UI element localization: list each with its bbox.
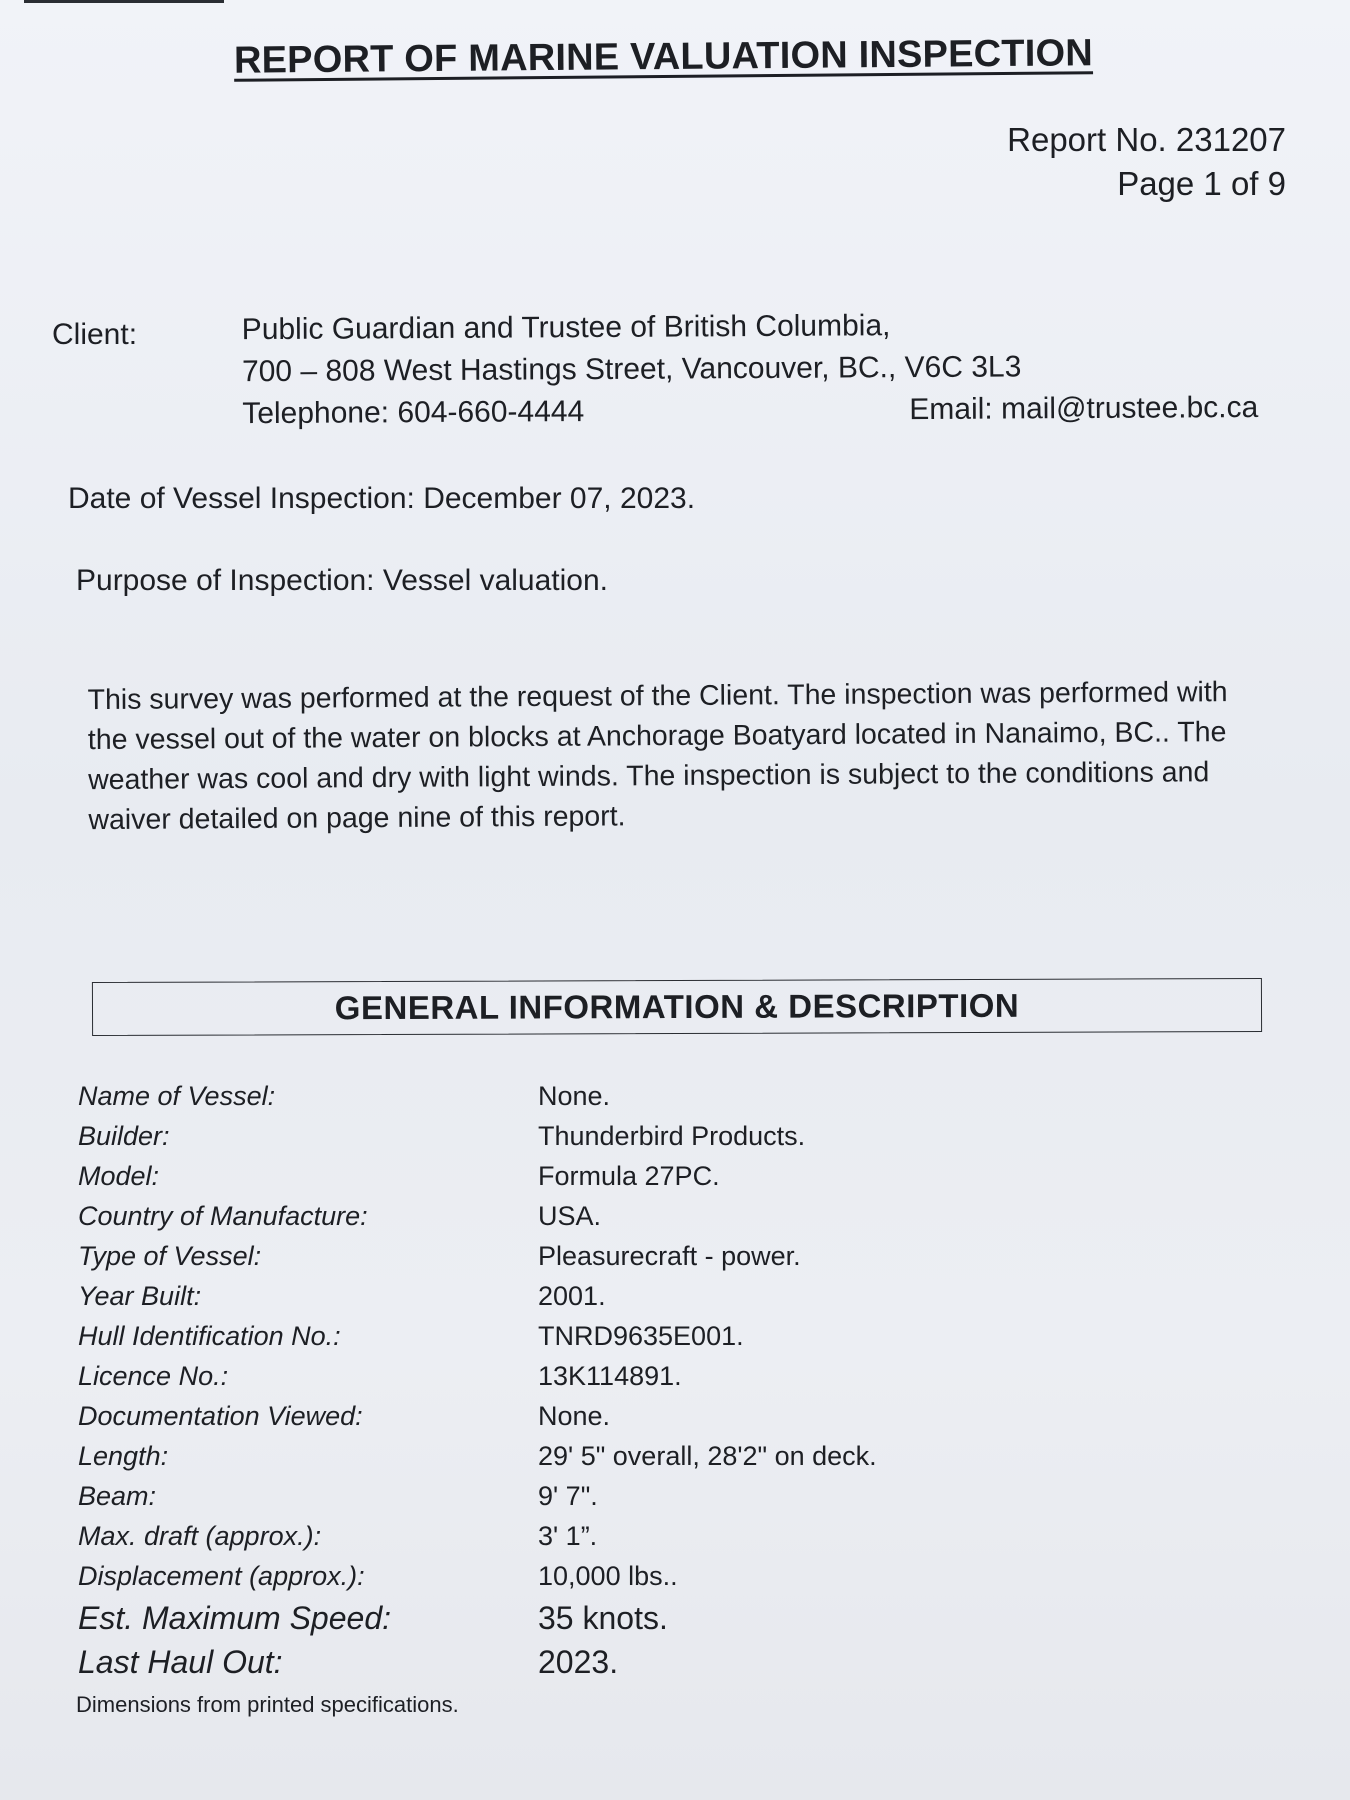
spec-label: Length: [78, 1440, 169, 1471]
report-number: Report No. 231207 [1007, 121, 1286, 158]
report-title: REPORT OF MARINE VALUATION INSPECTION [233, 32, 1094, 82]
spec-label: Name of Vessel: [78, 1080, 276, 1111]
client-label: Client: [52, 318, 138, 351]
spec-row [78, 1596, 978, 1640]
spec-row [78, 1236, 978, 1276]
section-heading [92, 978, 1262, 1036]
spec-row [78, 1516, 978, 1556]
spec-value: 2023. [538, 1643, 619, 1680]
client-contact [242, 387, 1258, 435]
spec-row [78, 1356, 978, 1396]
spec-label: Year Built: [78, 1280, 202, 1311]
spec-label: Country of Manufacture: [78, 1200, 368, 1231]
spec-value: 2001. [538, 1280, 606, 1311]
spec-label: Model: [78, 1160, 160, 1191]
spec-row [78, 1556, 978, 1596]
footnote: Dimensions from printed specifications. [76, 1692, 459, 1717]
client-name: Public Guardian and Trustee of British Columbia, [241, 309, 891, 347]
spec-row [78, 1436, 978, 1476]
spec-value: None. [538, 1080, 611, 1111]
spec-value: Thunderbird Products. [538, 1120, 806, 1151]
spec-row [78, 1396, 978, 1436]
report-meta [1007, 118, 1286, 206]
spec-row [78, 1276, 978, 1316]
spec-value: 29' 5" overall, 28'2" on deck. [538, 1440, 877, 1471]
client-telephone: Telephone: 604-660-4444 [242, 395, 585, 431]
spec-label: Licence No.: [78, 1360, 229, 1391]
section-heading-text: GENERAL INFORMATION & DESCRIPTION [334, 986, 1020, 1027]
spec-label: Builder: [78, 1120, 170, 1151]
spec-label: Documentation Viewed: [78, 1400, 363, 1431]
inspection-date: Date of Vessel Inspection: December 07, 2023. [68, 482, 696, 515]
survey-paragraph: This survey was performed at the request of the Client. The inspection was performed with the vessel out of the water on blocks at Anchorage Boatyard located in Nanaimo, BC.. The weather was cool and dry with light winds. The inspection is subject to the conditions and waiver detailed on page nine of this report. [87, 676, 1228, 837]
spec-label: Type of Vessel: [78, 1240, 262, 1271]
spec-value: TNRD9635E001. [538, 1320, 744, 1351]
spec-label: Hull Identification No.: [78, 1320, 341, 1351]
spec-value: Pleasurecraft - power. [538, 1240, 801, 1271]
spec-label: Displacement (approx.): [78, 1560, 365, 1591]
vessel-specs [78, 1076, 978, 1684]
client-details [242, 303, 1283, 435]
spec-value: 13K114891. [538, 1360, 682, 1391]
page-number: Page 1 of 9 [1117, 165, 1286, 202]
spec-label: Beam: [78, 1480, 157, 1511]
spec-row [78, 1196, 978, 1236]
spec-value: 10,000 lbs.. [538, 1560, 678, 1591]
client-address: 700 – 808 West Hastings Street, Vancouver, BC., V6C 3L3 [241, 350, 1022, 389]
spec-value: Formula 27PC. [538, 1160, 720, 1191]
spec-row [78, 1076, 978, 1116]
spec-value: USA. [538, 1200, 602, 1231]
spec-row [78, 1116, 978, 1156]
spec-row [78, 1316, 978, 1356]
spec-value: 9' 7". [538, 1480, 598, 1511]
spec-label: Est. Maximum Speed: [78, 1599, 391, 1636]
spec-row [78, 1640, 978, 1684]
spec-row [78, 1476, 978, 1516]
spec-label: Max. draft (approx.): [78, 1520, 322, 1551]
spec-value: 3' 1”. [538, 1520, 598, 1551]
inspection-purpose: Purpose of Inspection: Vessel valuation. [76, 564, 609, 597]
spec-row [78, 1156, 978, 1196]
spec-value: 35 knots. [538, 1599, 668, 1636]
spec-value: None. [538, 1400, 611, 1431]
client-email: Email: mail@trustee.bc.ca [909, 390, 1259, 427]
top-rule [24, 0, 224, 3]
spec-label: Last Haul Out: [78, 1643, 283, 1680]
